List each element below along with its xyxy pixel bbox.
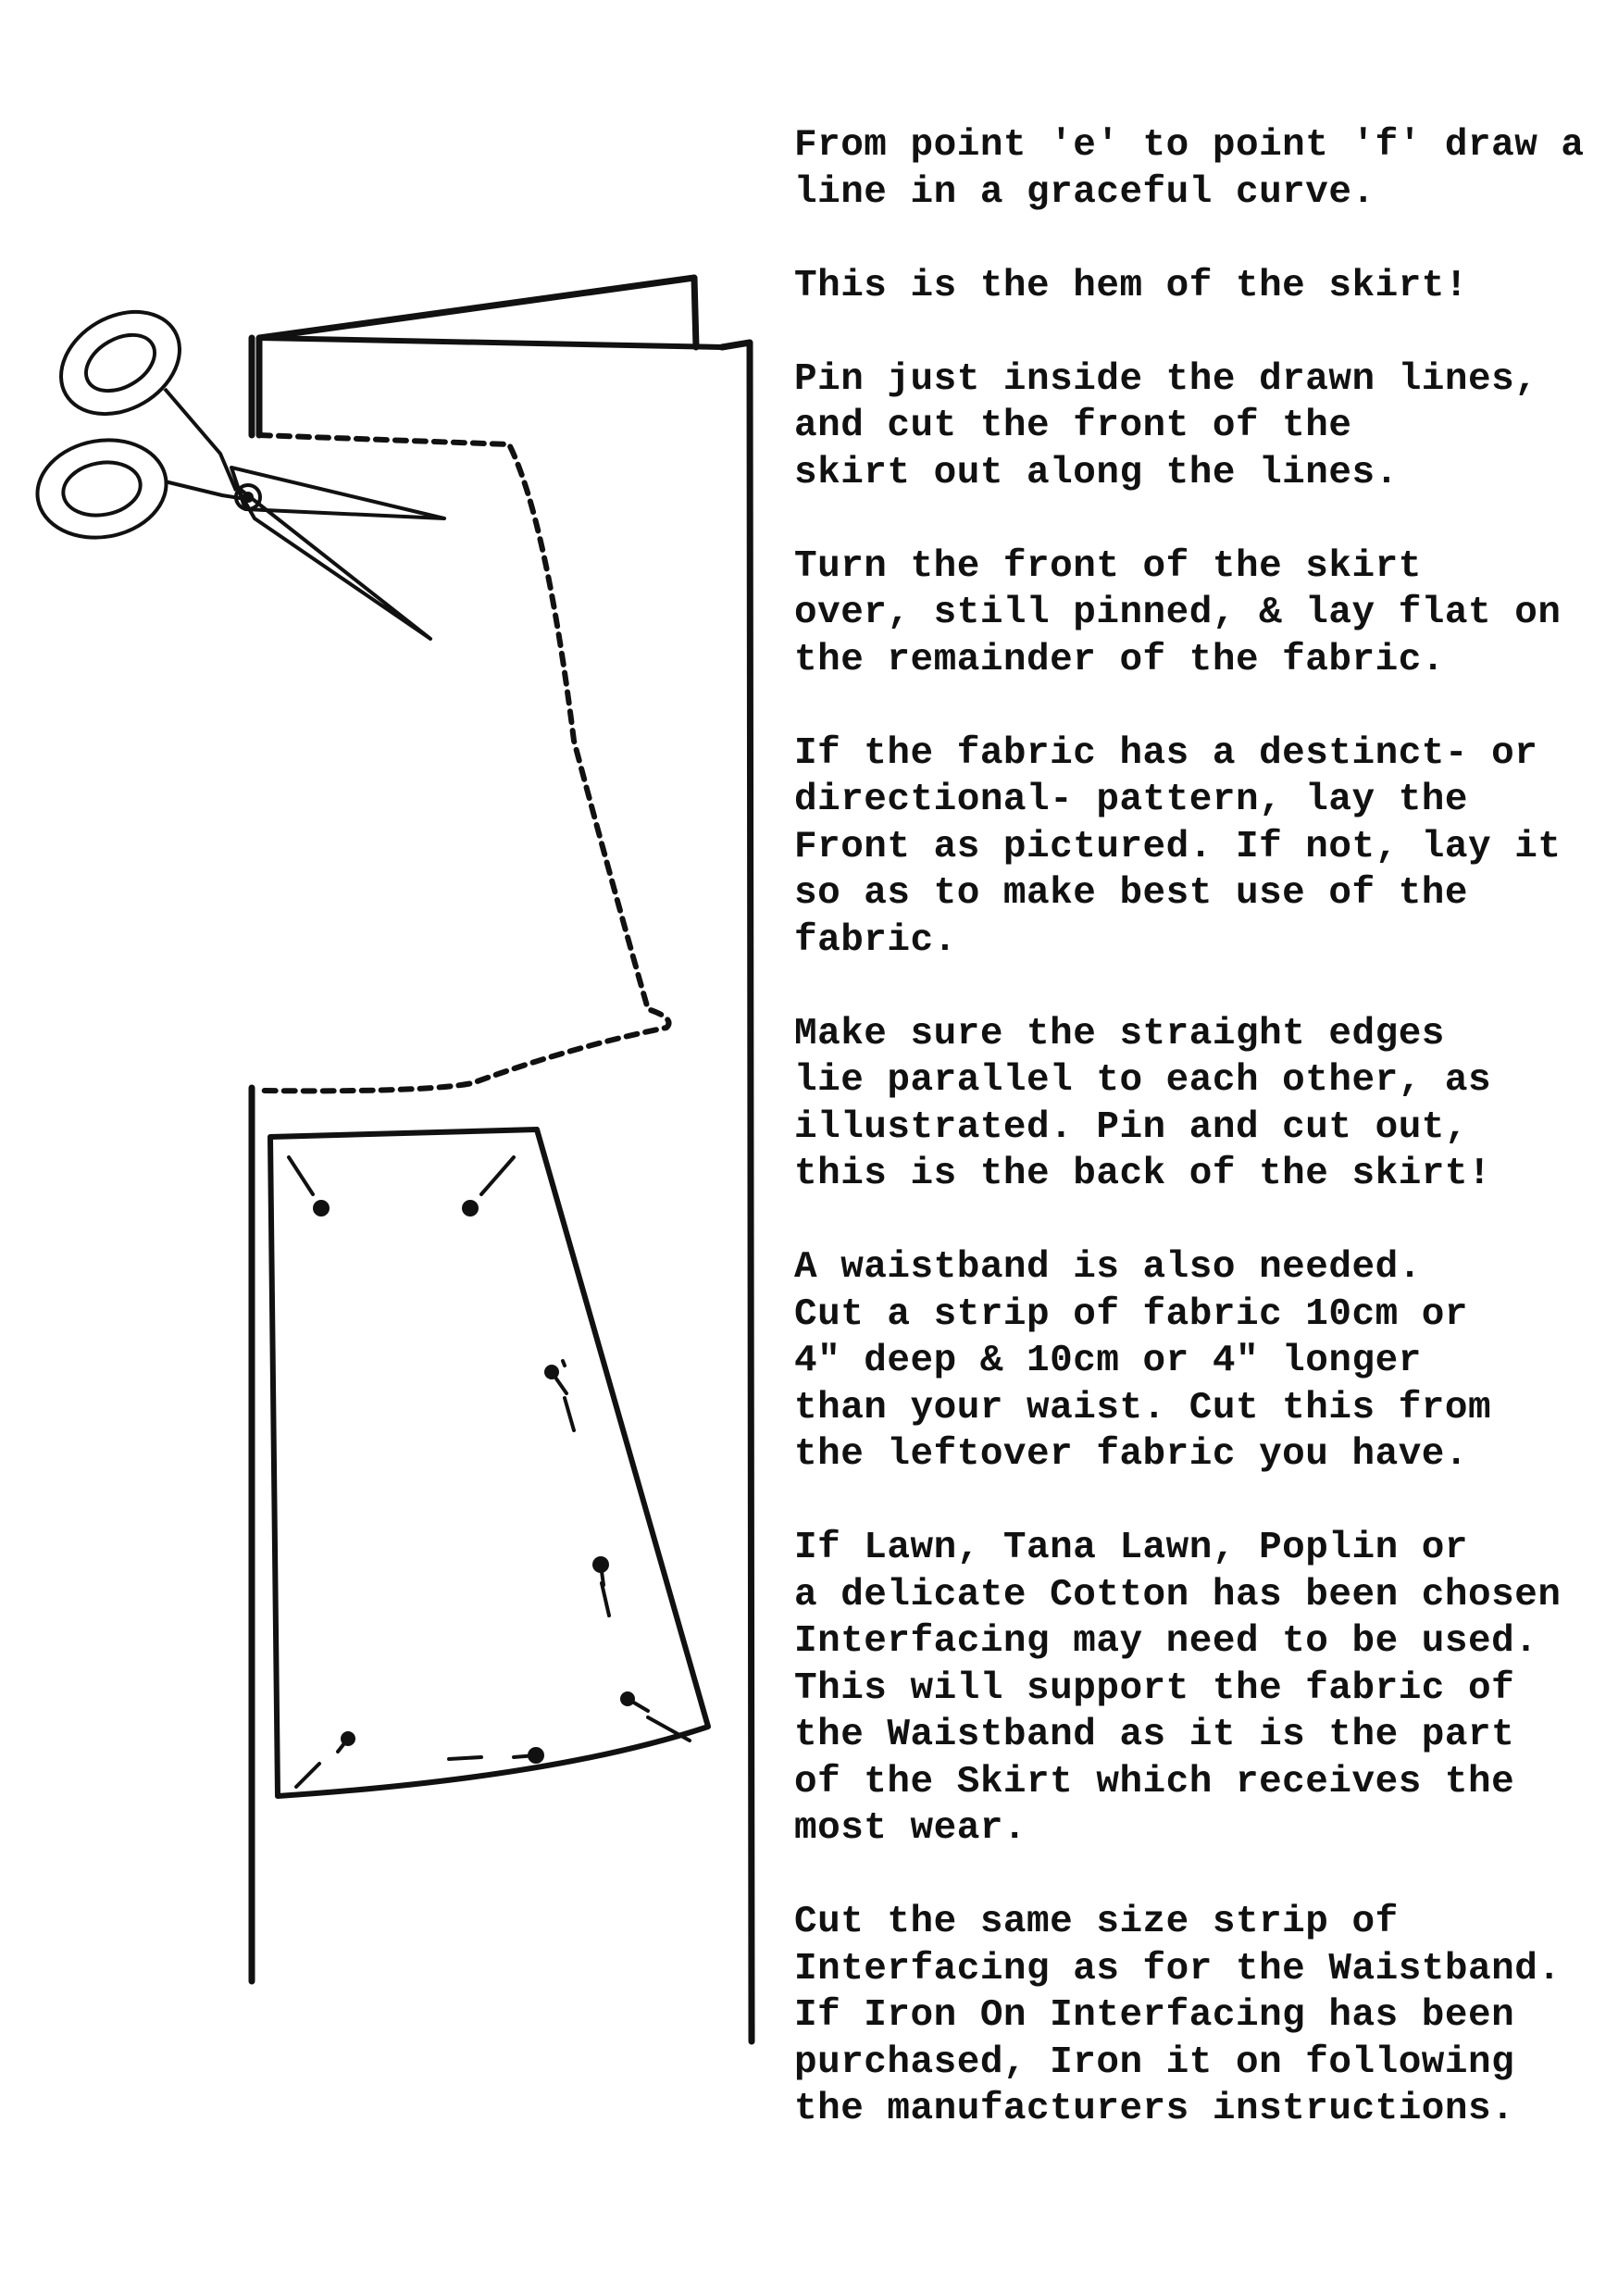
paragraph-turn <box>794 543 1609 684</box>
text-line: the manufacturers instructions. <box>794 2088 1515 2130</box>
paragraph-interfacing <box>794 1525 1609 1853</box>
text-line: Front as pictured. If not, lay it <box>794 825 1562 868</box>
text-line: the leftover fabric you have. <box>794 1433 1469 1476</box>
text-line: 4" deep & 10cm or 4" longer <box>794 1340 1422 1382</box>
text-line: Turn the front of the skirt <box>794 544 1422 588</box>
text-line: and cut the front of the <box>794 405 1352 447</box>
fabric-top-edge <box>259 338 722 347</box>
instruction-text <box>794 122 1609 2179</box>
text-line: This will support the fabric of <box>794 1666 1515 1710</box>
fabric-illustration <box>0 0 778 2296</box>
pin-icon <box>462 1200 479 1217</box>
text-line: This is the hem of the skirt! <box>794 264 1469 307</box>
text-line: directional- pattern, lay the <box>794 779 1469 821</box>
paragraph-iron-on <box>794 1899 1609 2133</box>
text-line: this is the back of the skirt! <box>794 1153 1492 1195</box>
text-line: the Waistband as it is the part <box>794 1714 1515 1756</box>
text-line: Cut a strip of fabric 10cm or <box>794 1292 1469 1336</box>
text-line: line in a graceful curve. <box>794 170 1375 214</box>
fabric-right-edge <box>722 343 752 2041</box>
text-line: If the fabric has a destinct- or <box>794 731 1538 775</box>
text-line: most wear. <box>794 1807 1027 1850</box>
paragraph-curve <box>794 122 1609 216</box>
text-line: fabric. <box>794 918 957 962</box>
text-line: If Iron On Interfacing has been <box>794 1994 1515 2037</box>
paragraph-pin <box>794 356 1609 497</box>
skirt-front-dashed-outline <box>259 435 669 1091</box>
text-line: purchased, Iron it on following <box>794 2040 1515 2084</box>
text-line: a delicate Cotton has been chosen <box>794 1573 1562 1616</box>
paragraph-pattern <box>794 730 1609 965</box>
text-line: lie parallel to each other, as <box>794 1059 1492 1102</box>
pin-icon <box>313 1200 330 1217</box>
text-line: over, still pinned, & lay flat on <box>794 592 1562 634</box>
text-line: illustrated. Pin and cut out, <box>794 1105 1469 1149</box>
skirt-back-piece <box>270 1129 708 1796</box>
text-line: A waistband is also needed. <box>794 1246 1422 1289</box>
text-line: so as to make best use of the <box>794 872 1469 915</box>
text-line: the remainder of the fabric. <box>794 638 1445 681</box>
text-line: Interfacing as for the Waistband. <box>794 1947 1562 1990</box>
paragraph-straight-edges <box>794 1011 1609 1198</box>
text-line: Make sure the straight edges <box>794 1012 1445 1055</box>
scissors-icon <box>30 292 444 639</box>
text-line: than your waist. Cut this from <box>794 1386 1492 1429</box>
text-line: skirt out along the lines. <box>794 451 1399 494</box>
text-line: of the Skirt which receives the <box>794 1760 1515 1803</box>
paragraph-hem <box>794 263 1609 310</box>
text-line: Pin just inside the drawn lines, <box>794 357 1538 401</box>
text-line: If Lawn, Tana Lawn, Poplin or <box>794 1527 1469 1569</box>
text-line: From point 'e' to point 'f' draw a <box>794 124 1585 167</box>
text-line: Cut the same size strip of <box>794 1901 1399 1943</box>
text-line: Interfacing may need to be used. <box>794 1620 1538 1663</box>
pin-heads <box>313 1200 635 1764</box>
paragraph-waistband <box>794 1244 1609 1479</box>
